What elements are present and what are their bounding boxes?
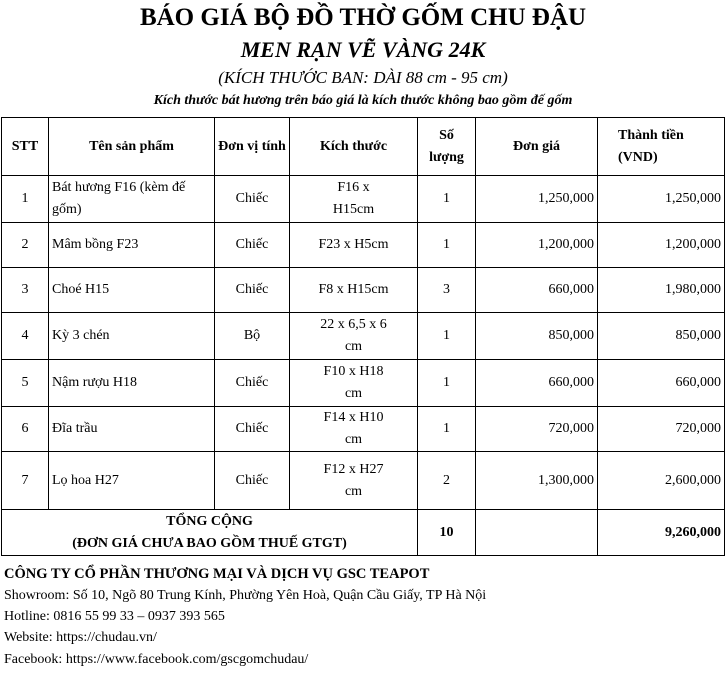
website-link[interactable]: Website: https://chudau.vn/ [4,630,157,645]
showroom-address: Showroom: Số 10, Ngõ 80 Trung Kính, Phường Yên Hoà, Quận Cầu Giấy, TP Hà Nội [4,588,487,603]
row-product-name: Choé H15 [49,268,215,313]
col-header-total: Thành tiền (VND) [598,118,725,176]
row-size: F12 x H27 cm [290,452,418,510]
col-header-name: Tên sản phẩm [49,118,215,176]
table-row [2,313,725,360]
table-row [2,268,725,313]
row-unit: Chiếc [215,407,290,452]
row-product-name: Đĩa trầu [49,407,215,452]
company-name: CÔNG TY CỔ PHẦN THƯƠNG MẠI VÀ DỊCH VỤ GSC TEAPOT [4,566,430,582]
row-unit: Chiếc [215,223,290,268]
row-unit: Chiếc [215,452,290,510]
col-header-size: Kích thước [290,118,418,176]
row-stt: 1 [2,176,49,223]
row-product-name: Lọ hoa H27 [49,452,215,510]
row-qty: 1 [418,360,476,407]
row-stt: 6 [2,407,49,452]
col-header-unit: Đơn vị tính [215,118,290,176]
row-qty: 3 [418,268,476,313]
row-total: 660,000 [598,360,725,407]
row-price: 660,000 [476,268,598,313]
row-product-name: Kỳ 3 chén [49,313,215,360]
row-qty: 1 [418,407,476,452]
summary-label-line1: TỔNG CỘNG [166,513,253,529]
row-stt: 5 [2,360,49,407]
row-price: 850,000 [476,313,598,360]
hotline: Hotline: 0816 55 99 33 – 0937 393 565 [4,609,225,624]
table-header-row [2,118,725,176]
summary-total: 9,260,000 [598,510,725,556]
row-product-name: Bát hương F16 (kèm đế gốm) [49,176,215,223]
row-total: 2,600,000 [598,452,725,510]
table-row [2,176,725,223]
row-price: 720,000 [476,407,598,452]
summary-label-line2: (ĐƠN GIÁ CHƯA BAO GỒM THUẾ GTGT) [72,535,347,551]
row-stt: 4 [2,313,49,360]
row-stt: 3 [2,268,49,313]
summary-label [2,510,418,556]
row-total: 1,250,000 [598,176,725,223]
row-qty: 1 [418,223,476,268]
row-price: 1,300,000 [476,452,598,510]
summary-qty: 10 [418,510,476,556]
table-row [2,407,725,452]
row-price: 660,000 [476,360,598,407]
row-qty: 2 [418,452,476,510]
page-subtitle: MEN RẠN VẼ VÀNG 24K [240,37,486,62]
row-product-name: Nậm rượu H18 [49,360,215,407]
price-table [1,117,725,556]
row-unit: Chiếc [215,268,290,313]
row-qty: 1 [418,176,476,223]
table-row [2,360,725,407]
row-stt: 7 [2,452,49,510]
row-product-name: Mâm bồng F23 [49,223,215,268]
row-total: 1,980,000 [598,268,725,313]
row-size: 22 x 6,5 x 6 cm [290,313,418,360]
table-row [2,452,725,510]
row-stt: 2 [2,223,49,268]
size-note: (KÍCH THƯỚC BAN: DÀI 88 cm - 95 cm) [218,68,508,87]
row-size: F10 x H18 cm [290,360,418,407]
row-total: 850,000 [598,313,725,360]
row-unit: Chiếc [215,360,290,407]
row-size: F8 x H15cm [290,268,418,313]
dimension-note: Kích thước bát hương trên báo giá là kích thước không bao gồm đế gốm [153,93,573,108]
row-total: 1,200,000 [598,223,725,268]
summary-row [2,510,725,556]
row-qty: 1 [418,313,476,360]
row-size: F16 x H15cm [290,176,418,223]
facebook-link[interactable]: Facebook: https://www.facebook.com/gscgomchudau/ [4,652,309,667]
row-unit: Chiếc [215,176,290,223]
row-total: 720,000 [598,407,725,452]
table-row [2,223,725,268]
col-header-price: Đơn giá [476,118,598,176]
row-size: F23 x H5cm [290,223,418,268]
col-header-stt: STT [2,118,49,176]
col-header-qty: Số lượng [418,118,476,176]
row-price: 1,250,000 [476,176,598,223]
page-title: BÁO GIÁ BỘ ĐỒ THỜ GỐM CHU ĐẬU [139,4,587,31]
summary-empty [476,510,598,556]
row-price: 1,200,000 [476,223,598,268]
row-size: F14 x H10 cm [290,407,418,452]
row-unit: Bộ [215,313,290,360]
